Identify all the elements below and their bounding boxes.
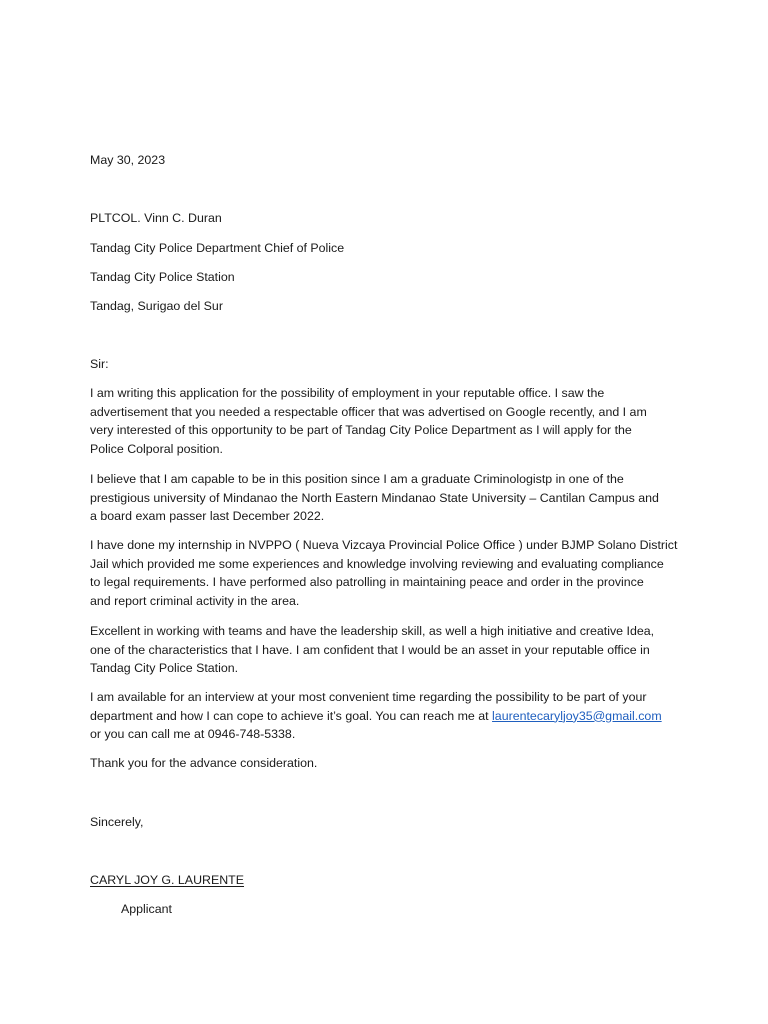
- paragraph-availability: [90, 688, 676, 744]
- paragraph-line: I am writing this application for the possibility of employment in your reputable office. I saw the: [90, 386, 605, 400]
- paragraph-line: Police Colporal position.: [90, 441, 223, 456]
- paragraph-line: I have done my internship in NVPPO ( Nueva Vizcaya Provincial Police Office ) under BJMP Solano District: [90, 538, 678, 552]
- paragraph-internship: [90, 536, 676, 610]
- paragraph-line: Jail which provided me some experiences and knowledge involving reviewing and evaluating compliance: [90, 556, 664, 571]
- paragraph-thanks: Thank you for the advance consideration.: [90, 756, 318, 770]
- email-link[interactable]: laurentecaryljoy35@gmail.com: [492, 708, 662, 723]
- paragraph-line-prefix: department and how I can cope to achieve it’s goal. You can reach me at: [90, 708, 493, 723]
- recipient-name: PLTCOL. Vinn C. Duran: [90, 211, 222, 225]
- signature-title: Applicant: [121, 902, 172, 916]
- paragraph-line: very interested of this opportunity to be part of Tandag City Police Department as I will apply for the: [90, 423, 632, 438]
- paragraph-line: Excellent in working with teams and have the leadership skill, as well a high initiative and creative Idea,: [90, 624, 655, 638]
- paragraph-line: I believe that I am capable to be in this position since I am a graduate Criminologistp in one of the: [90, 472, 624, 486]
- letter-date: May 30, 2023: [90, 153, 166, 167]
- paragraph-line: and report criminal activity in the area.: [90, 593, 300, 608]
- salutation: Sir:: [90, 357, 109, 371]
- paragraph-line: one of the characteristics that I have. I am confident that I would be an asset in your reputable office in: [90, 642, 650, 657]
- recipient-title: Tandag City Police Department Chief of Police: [90, 241, 345, 255]
- closing: Sincerely,: [90, 815, 144, 829]
- paragraph-line: a board exam passer last December 2022.: [90, 509, 325, 524]
- paragraph-line-with-email: [90, 707, 676, 726]
- recipient-address: Tandag, Surigao del Sur: [90, 299, 223, 313]
- paragraph-intro: [90, 384, 676, 458]
- paragraph-line: to legal requirements. I have performed also patrolling in maintaining peace and order in the province: [90, 575, 644, 590]
- paragraph-line: Tandag City Police Station.: [90, 661, 239, 676]
- paragraph-line: or you can call me at 0946-748-5338.: [90, 727, 296, 742]
- paragraph-skills: [90, 622, 676, 678]
- paragraph-line: prestigious university of Mindanao the North Eastern Mindanao State University – Cantilan Campus and: [90, 490, 659, 505]
- paragraph-line: I am available for an interview at your most convenient time regarding the possibility to be part of your: [90, 690, 647, 704]
- paragraph-line: advertisement that you needed a respectable officer that was advertised on Google recently, and I am: [90, 404, 647, 419]
- signature-name: CARYL JOY G. LAURENTE: [90, 873, 245, 887]
- recipient-office: Tandag City Police Station: [90, 270, 235, 284]
- paragraph-qualifications: [90, 470, 676, 526]
